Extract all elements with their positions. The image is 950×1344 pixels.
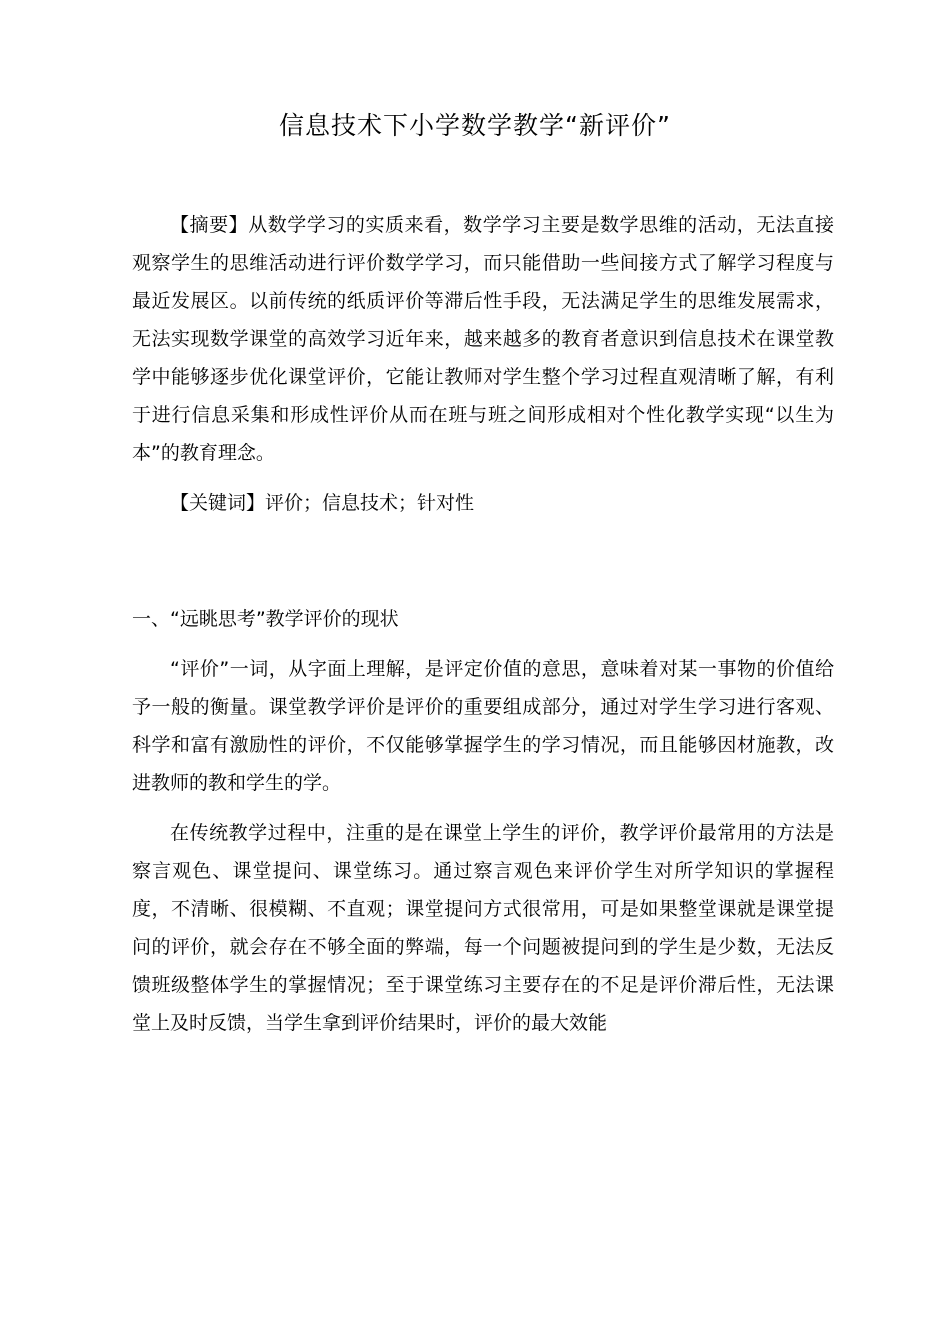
section-paragraph-2: 在传统教学过程中，注重的是在课堂上学生的评价，教学评价最常用的方法是察言观色、课堂提问、课堂练习。通过察言观色来评价学生对所学知识的掌握程度，不清晰、很模糊、不直观；课堂提问方式很常用，可是如果整堂课就是课堂提问的评价，就会存在不够全面的弊端，每一个问题被提问到的学生是少数，无法反馈班级整体学生的掌握情况；至于课堂练习主要存在的不足是评价滞后性，无法课堂上及时反馈，当学生拿到评价结果时，评价的最大效能 [132,822,834,1034]
abstract-label: 【摘要】 [170,214,249,236]
document-body [132,206,834,1042]
section-paragraph-1: “评价”一词，从字面上理解，是评定价值的意思，意味着对某一事物的价值给予一般的衡量。课堂教学评价是评价的重要组成部分，通过对学生学习进行客观、科学和富有激励性的评价，不仅能够掌握学生的学习情况，而且能够因材施教，改进教师的教和学生的学。 [132,658,834,794]
abstract-paragraph [132,206,834,472]
section-heading: 一、“远眺思考”教学评价的现状 [132,608,399,630]
keywords-label: 【关键词】 [170,492,266,514]
document-title: 信息技术下小学数学教学“新评价” [279,111,671,140]
keywords-paragraph [132,484,834,522]
keywords-text: 评价；信息技术；针对性 [265,492,475,514]
abstract-text: 从数学学习的实质来看，数学学习主要是数学思维的活动，无法直接观察学生的思维活动进行评价数学学习，而只能借助一些间接方式了解学习程度与最近发展区。以前传统的纸质评价等滞后性手段，无法满足学生的思维发展需求，无法实现数学课堂的高效学习近年来，越来越多的教育者意识到信息技术在课堂教学中能够逐步优化课堂评价，它能让教师对学生整个学习过程直观清晰了解，有利于进行信息采集和形成性评价从而在班与班之间形成相对个性化教学实现“以生为本”的教育理念。 [132,214,834,464]
